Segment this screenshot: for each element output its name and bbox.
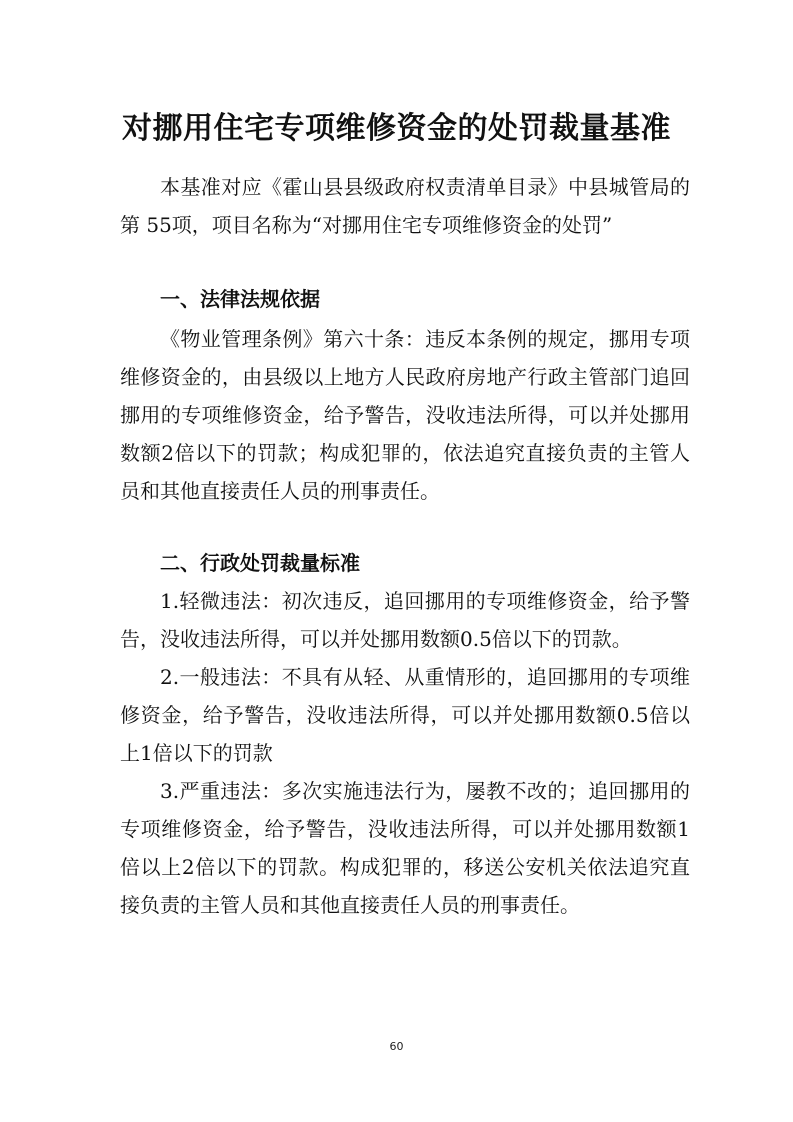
page-number: 60: [389, 1040, 404, 1053]
penalty-item-general: 2.一般违法：不具有从轻、从重情形的，追回挪用的专项维修资金，给予警告，没收违法所得，可以并处挪用数额0.5倍以上1倍以下的罚款: [120, 665, 690, 765]
section-heading-legal-basis: 一、法律法规依据: [160, 287, 320, 311]
legal-basis-block: [120, 320, 690, 510]
penalty-standard-block: [120, 582, 690, 924]
document-title: 对挪用住宅专项维修资金的处罚裁量基准: [122, 111, 671, 146]
legal-basis-paragraph: 《物业管理条例》第六十条：违反本条例的规定，挪用专项维修资金的，由县级以上地方人民政府房地产行政主管部门追回挪用的专项维修资金，给予警告，没收违法所得，可以并处挪用数额2倍以下的罚款；构成犯罪的，依法追究直接负责的主管人员和其他直接责任人员的刑事责任。: [120, 327, 690, 503]
section-heading-penalty-standard: 二、行政处罚裁量标准: [160, 551, 360, 575]
intro-paragraph-block: [120, 168, 690, 244]
penalty-item-serious: 3.严重违法：多次实施违法行为，屡教不改的；追回挪用的专项维修资金，给予警告，没收违法所得，可以并处挪用数额1倍以上2倍以下的罚款。构成犯罪的，移送公安机关依法追究直接负责的主管人员和其他直接责任人员的刑事责任。: [120, 779, 690, 917]
intro-paragraph: 本基准对应《霍山县县级政府权责清单目录》中县城管局的第 55项，项目名称为“对挪用住宅专项维修资金的处罚”: [120, 175, 690, 237]
penalty-item-minor: 1.轻微违法：初次违反，追回挪用的专项维修资金，给予警告，没收违法所得，可以并处挪用数额0.5倍以下的罚款。: [120, 589, 690, 651]
